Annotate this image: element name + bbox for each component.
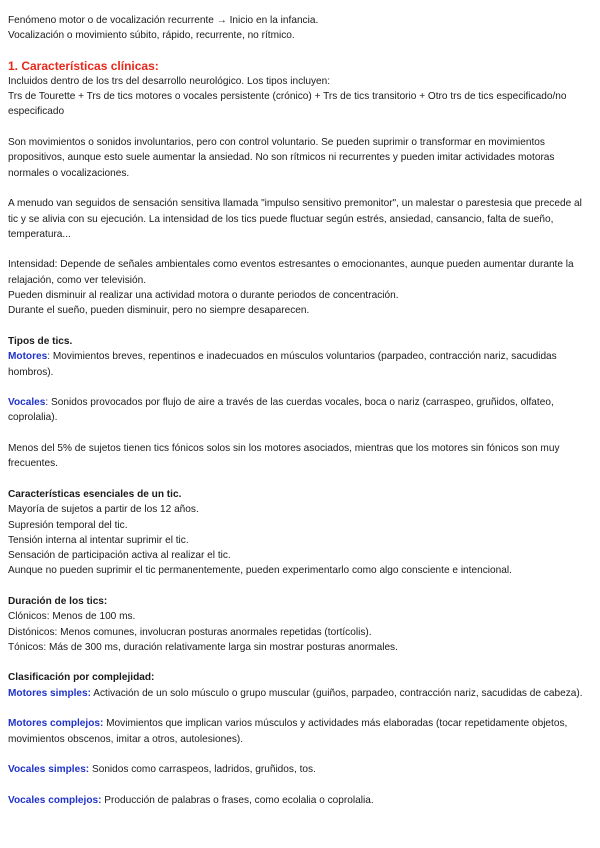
definition-text: : Movimientos breves, repentinos e inadecuados en músculos voluntarios (parpadeo, contracción nariz, sacudidas hombros). (8, 351, 557, 378)
intro-block (8, 13, 592, 44)
section-heading: 1. Características clínicas: (8, 58, 159, 73)
intro-line: Fenómeno motor o de vocalización recurrente → Inicio en la infancia. (8, 15, 319, 26)
body-paragraph: A menudo van seguidos de sensación sensitiva llamada "impulso sensitivo premonitor", un malestar o parestesia que precede al tic y se alivia con su ejecución. La intensidad de los tics puede fluctuar según estrés, ansiedad, cansancio, falta de sueño, temperatura... (8, 198, 582, 240)
subsection-heading: Características esenciales de un tic. (8, 488, 182, 500)
definition-item (8, 716, 592, 747)
definition-item (8, 762, 592, 777)
list-item: Clónicos: Menos de 100 ms. (8, 611, 136, 623)
definition-text: : Sonidos provocados por flujo de aire a través de las cuerdas vocales, boca o nariz (carraspeo, gruñidos, olfateo, coprolalia). (8, 397, 554, 424)
body-text: Intensidad: Depende de señales ambientales como eventos estresantes o emocionantes, aunque pueden aumentar durante la relajación, como ver televisión. (8, 259, 574, 286)
clinical-section (8, 59, 592, 120)
list-item: Sensación de participación activa al realizar el tic. (8, 550, 231, 562)
intensity-block (8, 257, 592, 318)
duration-section (8, 594, 592, 655)
definition-item (8, 349, 592, 380)
complexity-section (8, 670, 592, 701)
definition-text: Producción de palabras o frases, como ecolalia o coprolalia. (101, 794, 374, 806)
term-vocales-simples: Vocales simples: (8, 764, 90, 776)
subsection-heading: Duración de los tics: (8, 595, 108, 607)
definition-item (8, 686, 592, 701)
definition-text: Activación de un solo músculo o grupo muscular (guiños, parpadeo, contracción nariz, sacudidas de cabeza). (91, 687, 583, 699)
list-item: Tensión interna al intentar suprimir el tic. (8, 534, 189, 546)
term-motores-simples: Motores simples: (8, 687, 92, 699)
types-section (8, 334, 592, 380)
term-motores-complejos: Motores complejos: (8, 718, 104, 730)
definition-item (8, 395, 592, 426)
definition-text: Movimientos que implican varios músculos y actividades más elaboradas (tocar repetidamente objetos, movimientos obscenos, imitar a otros, autolesiones). (8, 718, 568, 745)
body-text: Pueden disminuir al realizar una actividad motora o durante periodos de concentración. (8, 290, 399, 302)
essential-section (8, 487, 592, 579)
body-paragraph: Son movimientos o sonidos involuntarios, pero con control voluntario. Se pueden suprimir o transformar en movimientos propositivos, aunque esto suele aumentar la ansiedad. No son rítmicos ni recurrentes y pueden imitar actividades motoras normales o vocalizaciones. (8, 137, 555, 179)
body-paragraph: Menos del 5% de sujetos tienen tics fónicos solos sin los motores asociados, mientras que los motores sin fónicos son muy frecuentes. (8, 443, 560, 470)
intro-line: Vocalización o movimiento súbito, rápido, recurrente, no rítmico. (8, 30, 295, 42)
subsection-heading: Clasificación por complejidad: (8, 672, 155, 684)
list-item: Distónicos: Menos comunes, involucran posturas anormales repetidas (tortícolis). (8, 626, 372, 638)
subsection-heading: Tipos de tics. (8, 335, 73, 347)
list-item: Supresión temporal del tic. (8, 519, 128, 531)
body-text: Incluidos dentro de los trs del desarrollo neurológico. Los tipos incluyen: (8, 75, 331, 87)
term-motores: Motores (8, 351, 48, 363)
definition-text: Sonidos como carraspeos, ladridos, gruñidos, tos. (89, 764, 316, 776)
list-item: Mayoría de sujetos a partir de los 12 años. (8, 504, 199, 516)
body-text: Trs de Tourette + Trs de tics motores o vocales persistente (crónico) + Trs de tics transitorio + Otro trs de tics especificado/no especificado (8, 91, 567, 118)
list-item: Tónicos: Más de 300 ms, duración relativamente larga sin mostrar posturas anormales. (8, 641, 398, 653)
term-vocales-complejos: Vocales complejos: (8, 794, 102, 806)
list-item: Aunque no pueden suprimir el tic permanentemente, pueden experimentarlo como algo consciente e intencional. (8, 565, 512, 577)
definition-item (8, 793, 592, 808)
body-text: Durante el sueño, pueden disminuir, pero no siempre desaparecen. (8, 305, 310, 317)
term-vocales: Vocales (8, 397, 46, 409)
